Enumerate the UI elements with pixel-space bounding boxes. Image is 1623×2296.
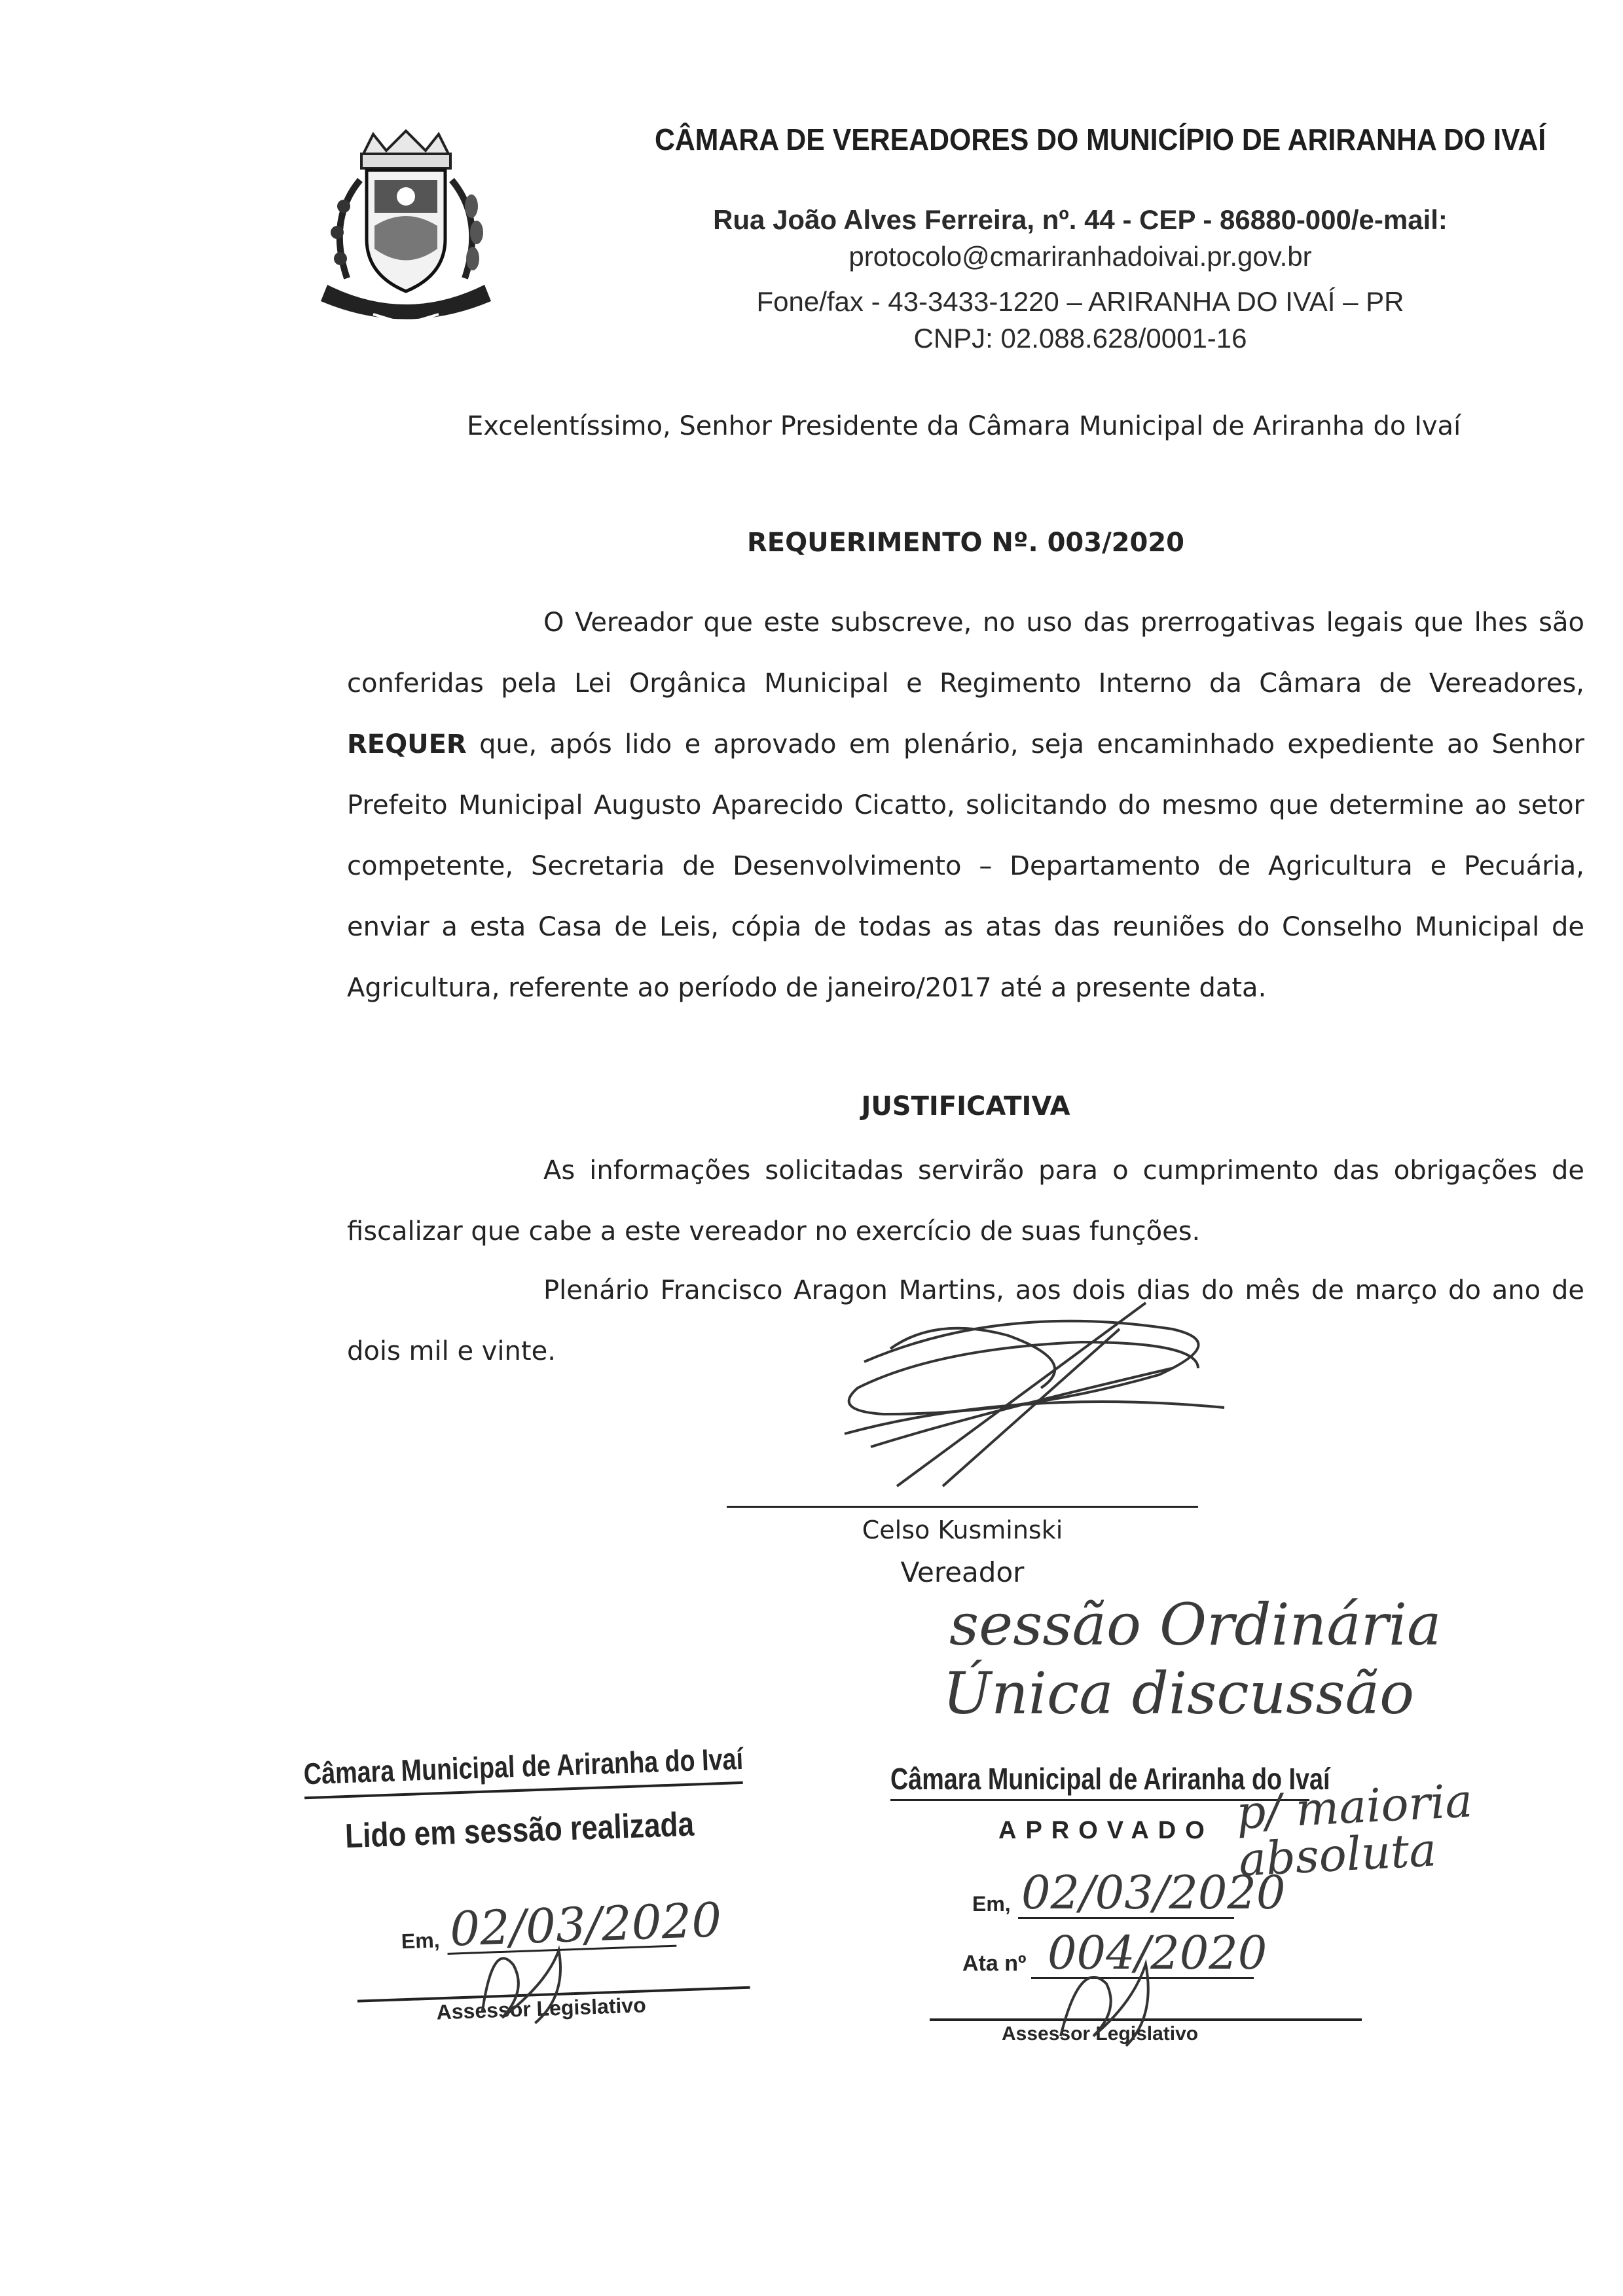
document-title: REQUERIMENTO Nº. 003/2020: [746, 528, 1185, 558]
signatory-name: Celso Kusminski: [862, 1516, 1063, 1544]
header-cnpj: CNPJ: 02.088.628/0001-16: [913, 323, 1247, 354]
justification-title: JUSTIFICATIVA: [861, 1091, 1070, 1121]
handwritten-note-1: sessão Ordinária: [949, 1591, 1442, 1658]
stamp-aprovado-date: 02/03/2020: [1021, 1866, 1286, 1920]
stamp-lido-initials: [453, 1923, 587, 2033]
stamp-aprovado-ata-label: Ata nº: [962, 1951, 1027, 1976]
stamp-lido-title: Câmara Municipal de Ariranha do Ivaí: [302, 1741, 744, 1791]
stamp-aprovado-em: Em,: [972, 1892, 1011, 1916]
request-body-rest: que, após lido e aprovado em plenário, seja encaminhado expediente ao Senhor Prefeito Municipal Augusto Aparecido Cicatto, solicitando do mesmo que determine ao setor competente, Secretaria de Desenvolvimento – Departamento de Agricultura e Pecuária, enviar a esta Casa de Leis, cópia de todas as atas das reuniões do Conselho Municipal de Agricultura, referente ao período de janeiro/2017 até a presente data.: [347, 729, 1585, 1003]
stamp-aprovado-initials: [1041, 1938, 1172, 2049]
stamp-aprovado-subtitle: APROVADO: [998, 1817, 1214, 1844]
signature-line: [727, 1506, 1198, 1508]
stamp-lido-em: Em,: [401, 1928, 441, 1954]
stamp-lido: [302, 1727, 771, 2044]
stamp-lido-subtitle: Lido em sessão realizada: [344, 1805, 695, 1856]
stamp-aprovado-date-line: [1018, 1917, 1234, 1919]
request-body-intro: O Vereador que este subscreve, no uso das prerrogativas legais que lhes são conferidas pela Lei Orgânica Municipal e Regimento Interno da Câmara de Vereadores,: [347, 608, 1584, 699]
coat-of-arms-logo: [301, 128, 511, 331]
stamp-lido-date: 02/03/2020: [448, 1892, 723, 1957]
header-address: Rua João Alves Ferreira, nº. 44 - CEP - 86880-000/e-mail:: [713, 204, 1448, 235]
justification-text: [347, 1140, 1584, 1262]
header-phone: Fone/fax - 43-3433-1220 – ARIRANHA DO IVAÍ – PR: [756, 286, 1404, 317]
request-keyword: REQUER: [347, 729, 467, 759]
request-body: [347, 592, 1584, 1019]
header-email: protocolo@cmariranhadoivai.pr.gov.br: [848, 241, 1312, 272]
stamp-aprovado-title: Câmara Municipal de Ariranha do Ivaí: [890, 1762, 1330, 1796]
header-title: CÂMARA DE VEREADORES DO MUNICÍPIO DE ARIRANHA DO IVAÍ: [655, 122, 1546, 156]
stamp-lido-sign-label: Assessor Legislativo: [436, 1993, 647, 2024]
closing-text-content: Plenário Francisco Aragon Martins, aos dois dias do mês de março do ano de dois mil e vinte.: [347, 1275, 1584, 1366]
stamp-aprovado-sign-label: Assessor Legislativo: [1002, 2023, 1199, 2045]
justification-text-content: As informações solicitadas servirão para o cumprimento das obrigações de fiscalizar que cabe a este vereador no exercício de suas funções.: [347, 1156, 1584, 1247]
signature-scribble: [805, 1290, 1264, 1499]
signatory-role: Vereador: [900, 1556, 1025, 1588]
salutation: Excelentíssimo, Senhor Presidente da Câmara Municipal de Ariranha do Ivaí: [467, 411, 1461, 441]
stamp-aprovado-note: p/ maioria absoluta: [1235, 1774, 1474, 1887]
handwritten-note-2: Única discussão: [943, 1660, 1415, 1727]
stamp-aprovado-ata-value: 004/2020: [1048, 1926, 1267, 1980]
stamp-aprovado: [890, 1755, 1578, 2062]
